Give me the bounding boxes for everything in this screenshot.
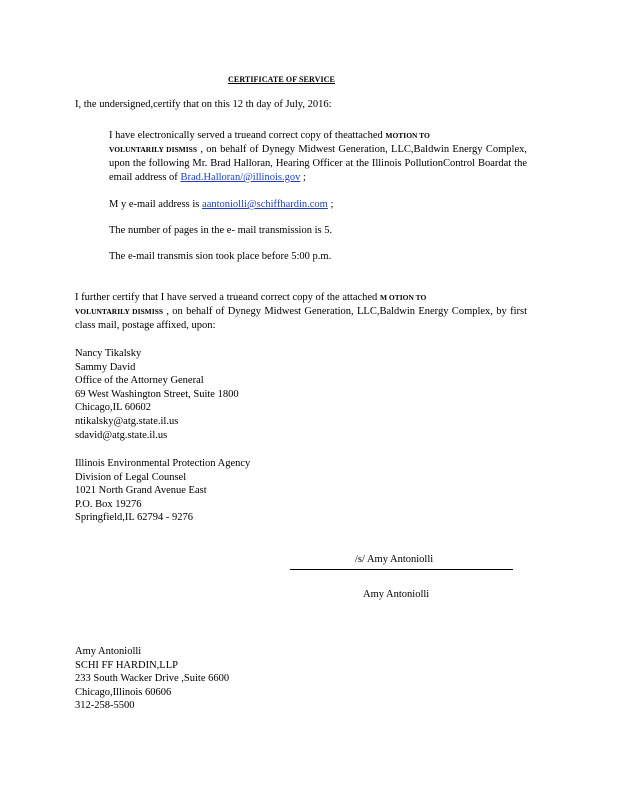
para1-text-mid: , on behalf of Dynegy Midwest Generation, LLC,Baldwin Energy Complex, upon the following Mr. Brad Halloran, Hearing Officer at the Illinois PollutionControl Boardat the email address of: [109, 144, 527, 183]
address-line: 69 West Washington Street, Suite 1800: [75, 388, 239, 400]
motion-label-para2: M OTION TO: [379, 293, 427, 302]
my-email-label: M y e-mail address is: [109, 199, 203, 210]
intro-line: I, the undersigned,certify that on this 12 th day of July, 2016:: [75, 99, 332, 110]
address-line: P.O. Box 19276: [75, 498, 142, 510]
signature-text: /s/ Amy Antoniolli: [355, 554, 434, 565]
para2-text-post: , on behalf of Dynegy Midwest Generation, LLC,Baldwin Energy Complex, by first class mail, postage affixed, upon:: [75, 306, 527, 331]
motion-label-2: VOLUNTARILY DISMISS: [109, 145, 198, 154]
para1-text-post: ;: [300, 172, 306, 183]
time-line: The e-mail transmis sion took place before 5:00 p.m.: [109, 251, 332, 262]
address-line: Division of Legal Counsel: [75, 471, 187, 483]
address-line: sdavid@atg.state.il.us: [75, 429, 168, 441]
motion-label-para2-2: VOLUNTARILY DISMISS: [75, 307, 164, 316]
footer-contact: [75, 645, 229, 713]
document-title: CERTIFICATE OF SERVICE: [228, 75, 335, 84]
address-attorney-general: [75, 347, 239, 442]
para1-text-pre: I have electronically served a trueand correct copy of theattached: [109, 130, 386, 141]
address-line: ntikalsky@atg.state.il.us: [75, 415, 179, 427]
footer-line: 312-258-5500: [75, 700, 135, 712]
motion-label: MOTION TO: [385, 131, 430, 140]
address-line: Sammy David: [75, 361, 136, 373]
paragraph-mail-service: [75, 291, 527, 333]
halloran-email-link[interactable]: Brad.Halloran/@illinois.gov: [180, 172, 301, 183]
address-line: Chicago,IL 60602: [75, 402, 152, 414]
footer-line: Chicago,Illinois 60606: [75, 686, 172, 698]
address-epa: [75, 457, 250, 525]
my-email-line: [109, 199, 333, 210]
signature-line: [290, 569, 513, 570]
address-line: Springfield,IL 62794 - 9276: [75, 512, 194, 524]
my-email-post: ;: [327, 199, 334, 210]
address-line: 1021 North Grand Avenue East: [75, 485, 207, 497]
paragraph-electronic-service: [109, 129, 527, 185]
para2-text-pre: I further certify that I have served a trueand correct copy of the attached: [75, 292, 380, 303]
address-line: Nancy Tikalsky: [75, 348, 142, 359]
footer-line: 233 South Wacker Drive ,Suite 6600: [75, 673, 230, 685]
footer-line: SCHI FF HARDIN,LLP: [75, 659, 178, 671]
pages-line: The number of pages in the e- mail transmission is 5.: [109, 225, 333, 236]
address-line: Office of the Attorney General: [75, 375, 204, 387]
footer-line: Amy Antoniolli: [75, 646, 142, 657]
signer-name: Amy Antoniolli: [363, 589, 430, 600]
address-line: Illinois Environmental Protection Agency: [75, 458, 251, 469]
my-email-link[interactable]: aantoniolli@schiffhardin.com: [202, 199, 328, 210]
